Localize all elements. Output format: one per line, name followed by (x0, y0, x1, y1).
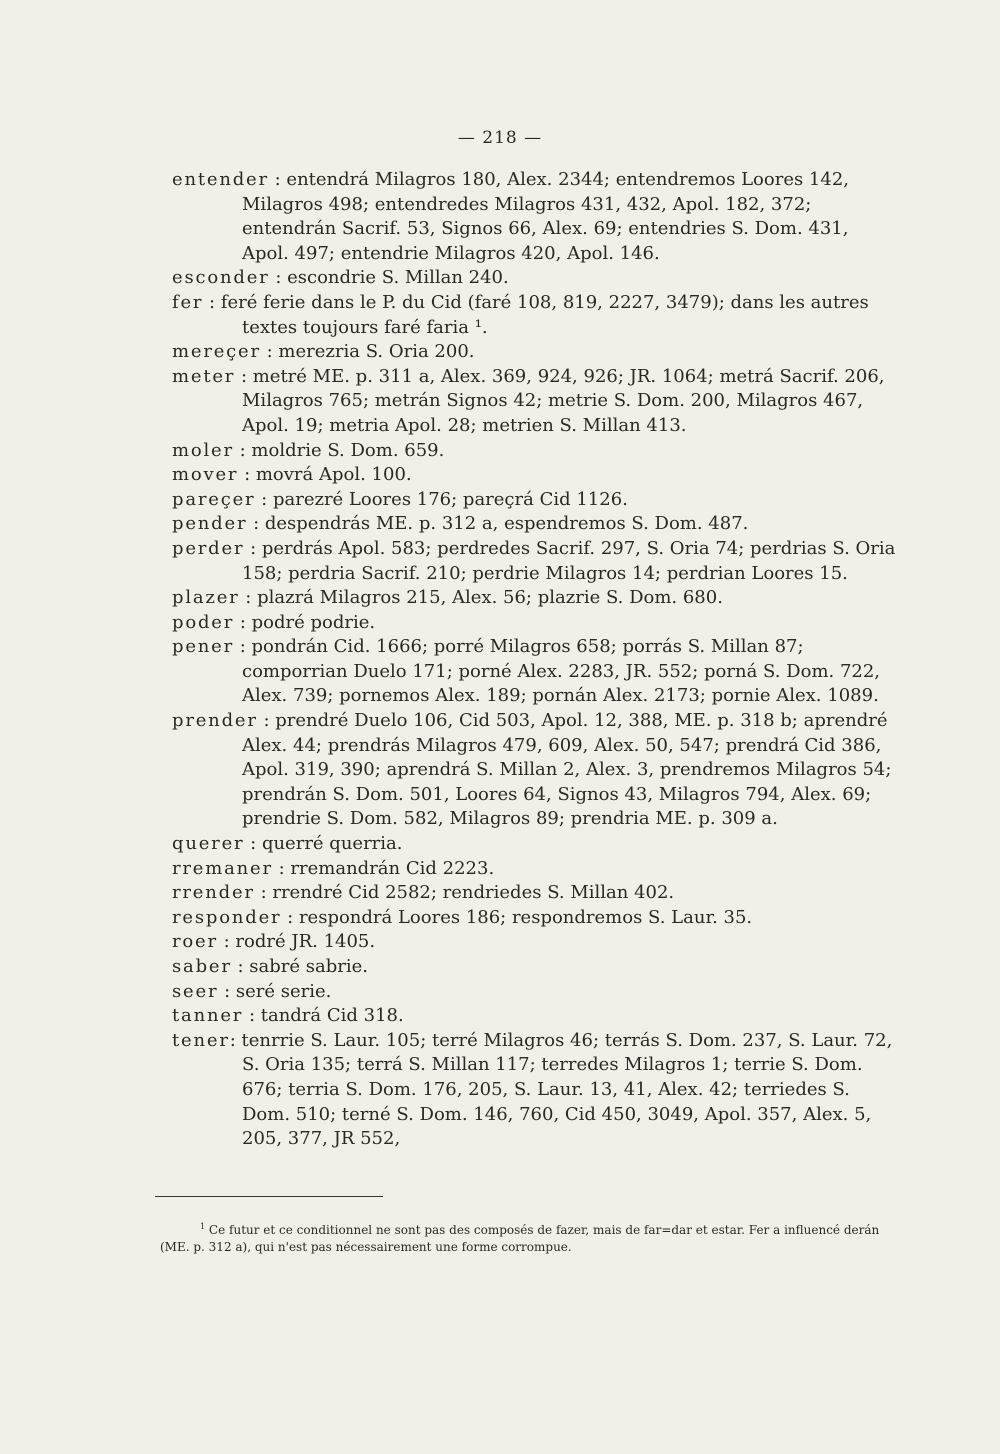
entry-lemma: plazer (172, 587, 240, 609)
entry-seer (172, 980, 900, 1005)
entry-lemma: roer (172, 931, 218, 953)
entry-lemma: mereçer (172, 341, 261, 363)
footnote (160, 1218, 900, 1256)
entry-poder (172, 611, 900, 636)
entry-pender (172, 512, 900, 537)
entry-forms: : perdrás Apol. 583; perdredes Sacrif. 297, S. Oria 74; perdrias S. Oria 158; perdria Sacrif. 210; perdrie Milagros 14; perdrian Loores 15. (242, 537, 896, 584)
entry-lemma: esconder (172, 267, 270, 289)
entry-merecer (172, 340, 900, 365)
entry-forms: : podré podrie. (234, 611, 376, 633)
entry-lemma: meter (172, 365, 236, 387)
entry-forms: : respondrá Loores 186; respondremos S. Laur. 35. (281, 906, 753, 928)
entry-roer (172, 930, 900, 955)
entry-forms: : plazrá Milagros 215, Alex. 56; plazrie S. Dom. 680. (239, 587, 723, 609)
entry-pener (172, 635, 900, 709)
entry-lemma: seer (172, 980, 219, 1002)
entry-prender (172, 709, 900, 832)
entry-forms: : rodré JR. 1405. (217, 931, 376, 953)
entry-forms: : pondrán Cid. 1666; porré Milagros 658; porrás S. Millan 87; comporrian Duelo 171; porné Alex. 2283, JR. 552; porná S. Dom. 722, Alex. 739; pornemos Alex. 189; pornán Alex. 2173; pornie Alex. 1089. (234, 636, 881, 707)
entry-rrender (172, 881, 900, 906)
entry-querer (172, 832, 900, 857)
entry-lemma: moler (172, 439, 234, 461)
entry-plazer (172, 586, 900, 611)
entry-forms: : metré ME. p. 311 a, Alex. 369, 924, 926; JR. 1064; metrá Sacrif. 206, Milagros 765; metrán Signos 42; metrie S. Dom. 200, Milagros 467, Apol. 19; metria Apol. 28; metrien S. Millan 413. (235, 365, 885, 436)
entry-mover (172, 463, 900, 488)
entry-forms: : querré querria. (244, 833, 403, 855)
entry-entender (172, 168, 900, 266)
entry-forms: : entendrá Milagros 180, Alex. 2344; entendremos Loores 142, Milagros 498; entendredes Milagros 431, 432, Apol. 182, 372; entendrán Sacrif. 53, Signos 66, Alex. 69; entendries S. Dom. 431, Apol. 497; entendrie Milagros 420, Apol. 146. (242, 169, 850, 264)
entry-forms: : rremandrán Cid 2223. (272, 857, 495, 879)
entry-lemma: tener (172, 1029, 230, 1051)
entry-rremaner (172, 857, 900, 882)
entry-parecer (172, 488, 900, 513)
entry-fer (172, 291, 900, 340)
entry-lemma: prender (172, 710, 258, 732)
entry-forms: : tenrrie S. Laur. 105; terré Milagros 46; terrás S. Dom. 237, S. Laur. 72, S. Oria 135; terrá S. Millan 117; terredes Milagros 1; terrie S. Dom. 676; terria S. Dom. 176, 205, S. Laur. 13, 41, Alex. 42; terriedes S. Dom. 510; terné S. Dom. 146, 760, Cid 450, 3049, Apol. 357, Alex. 5, 205, 377, JR 552, (229, 1029, 893, 1150)
entry-lemma: poder (172, 611, 235, 633)
entry-forms: : rrendré Cid 2582; rendriedes S. Millan 402. (254, 882, 675, 904)
entry-lemma: perder (172, 537, 245, 559)
verb-entry-list (172, 168, 900, 1152)
entry-forms: : merezria S. Oria 200. (260, 341, 475, 363)
entry-moler (172, 439, 900, 464)
entry-esconder (172, 266, 900, 291)
entry-lemma: tanner (172, 1005, 244, 1027)
page-number: — 218 — (457, 128, 543, 148)
entry-tanner (172, 1004, 900, 1029)
entry-forms: : escondrie S. Millan 240. (269, 267, 509, 289)
entry-lemma: pener (172, 636, 235, 658)
footnote-text: Ce futur et ce conditionnel ne sont pas des composés de fazer, mais de far=dar et estar. Fer a influencé derán (ME. p. 312 a), qui n'est pas nécessairement une forme corrompue. (160, 1223, 880, 1254)
entry-lemma: entender (172, 169, 269, 190)
entry-forms: : prendré Duelo 106, Cid 503, Apol. 12, 388, ME. p. 318 b; aprendré Alex. 44; prendrás Milagros 479, 609, Alex. 50, 547; prendrá Cid 386, Apol. 319, 390; aprendrá S. Millan 2, Alex. 3, prendremos Milagros 54; prendrán S. Dom. 501, Loores 64, Signos 43, Milagros 794, Alex. 69; prendrie S. Dom. 582, Milagros 89; prendria ME. p. 309 a. (242, 710, 892, 830)
entry-lemma: fer (172, 291, 204, 313)
entry-forms: : seré serie. (218, 980, 332, 1002)
footnote-mark: 1 (200, 1222, 206, 1231)
entry-lemma: rrender (172, 882, 255, 904)
entry-forms: : feré ferie dans le P. du Cid (faré 108, 819, 2227, 3479); dans les autres textes toujours faré faria ¹. (203, 291, 869, 338)
entry-lemma: pareçer (172, 488, 256, 510)
entry-forms: : movrá Apol. 100. (238, 464, 412, 486)
entry-lemma: responder (172, 906, 282, 928)
entry-forms: : moldrie S. Dom. 659. (233, 439, 445, 461)
entry-lemma: querer (172, 833, 245, 855)
footnote-divider (155, 1196, 383, 1197)
entry-meter (172, 365, 900, 439)
entry-forms: : sabré sabrie. (231, 956, 368, 977)
entry-tener (172, 1029, 900, 1152)
entry-responder (172, 906, 900, 931)
entry-perder (172, 537, 900, 586)
entry-forms: : tandrá Cid 318. (243, 1005, 404, 1027)
entry-saber (172, 955, 900, 980)
entry-lemma: rremaner (172, 857, 273, 879)
entry-lemma: mover (172, 464, 239, 486)
entry-lemma: saber (172, 956, 232, 977)
entry-forms: : parezré Loores 176; pareçrá Cid 1126. (255, 488, 628, 510)
entry-forms: : despendrás ME. p. 312 a, espendremos S. Dom. 487. (247, 513, 749, 535)
entry-lemma: pender (172, 513, 248, 535)
